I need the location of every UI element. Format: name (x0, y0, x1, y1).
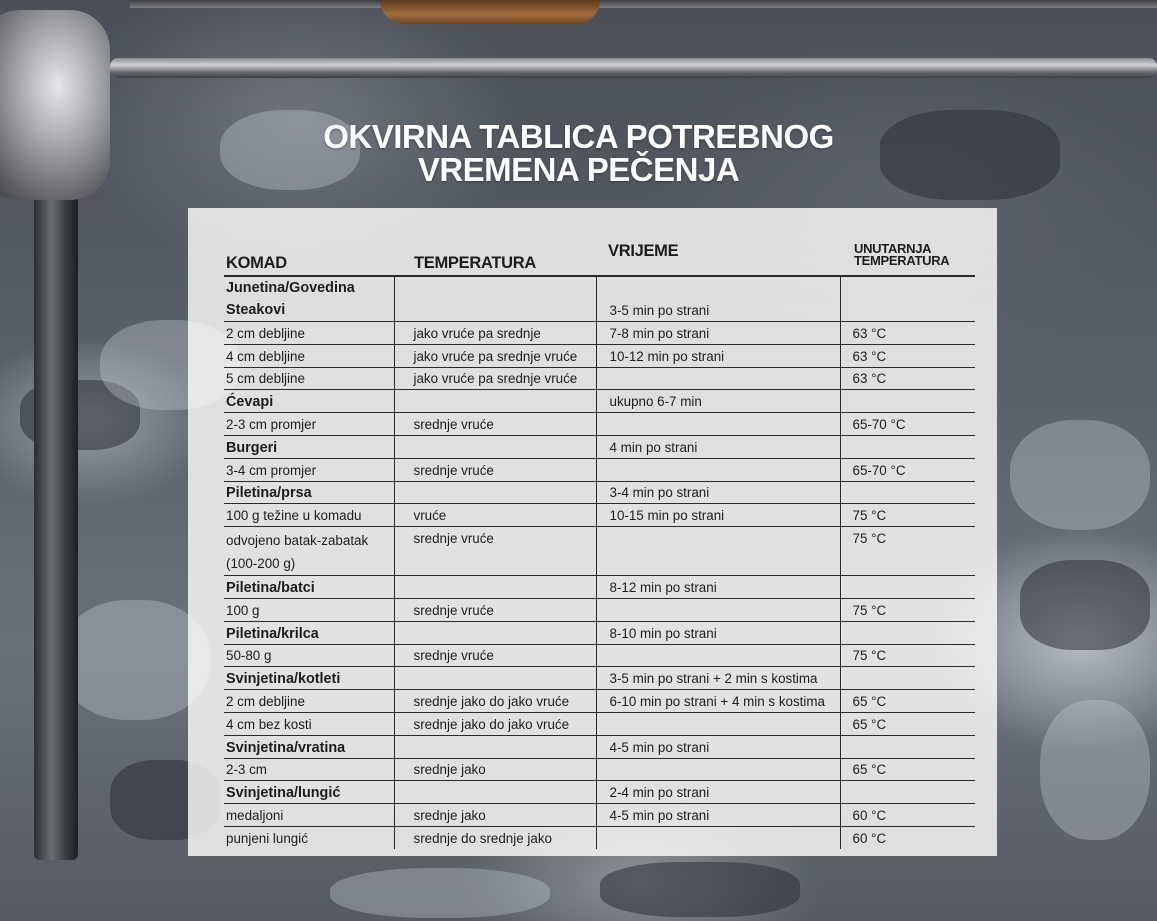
table-row (224, 458, 975, 481)
cell-line: Junetina/Govedina (226, 280, 355, 296)
table-row (224, 804, 975, 827)
cell-temperatura (394, 276, 596, 322)
cell-unutarnja (840, 276, 975, 322)
table-row (224, 527, 975, 576)
table-row (224, 481, 975, 504)
cell-vrijeme (596, 367, 840, 390)
cell-vrijeme (596, 826, 840, 848)
header-komad: KOMAD (224, 222, 394, 276)
cell-temperatura (394, 576, 596, 599)
cell-unutarnja (840, 735, 975, 758)
cell-vrijeme (596, 758, 840, 781)
cell-komad: Piletina/prsa (224, 481, 394, 504)
cell-vrijeme: 2-4 min po strani (596, 781, 840, 804)
cell-komad: 2-3 cm (224, 758, 394, 781)
cell-vrijeme: 8-10 min po strani (596, 621, 840, 644)
cell-unutarnja: 75 °C (840, 504, 975, 527)
table-row (224, 735, 975, 758)
ash-shape (1010, 420, 1150, 530)
cell-komad: Piletina/batci (224, 576, 394, 599)
cell-komad: 5 cm debljine (224, 367, 394, 390)
cell-unutarnja (840, 667, 975, 690)
cell-temperatura: srednje vruće (394, 598, 596, 621)
table-row (224, 504, 975, 527)
cell-komad: 2 cm debljine (224, 322, 394, 345)
table-row (224, 344, 975, 367)
cell-vrijeme: 3-4 min po strani (596, 481, 840, 504)
ash-shape (330, 868, 550, 918)
title-line: OKVIRNA TABLICA POTREBNOG (323, 118, 834, 155)
cell-unutarnja: 65 °C (840, 690, 975, 713)
cell-komad: Burgeri (224, 435, 394, 458)
cell-unutarnja: 65 °C (840, 758, 975, 781)
title-line: VREMENA PEČENJA (417, 151, 740, 188)
cell-temperatura: vruće (394, 504, 596, 527)
table-row (224, 276, 975, 322)
grill-bar (110, 58, 1157, 78)
cell-vrijeme: ukupno 6-7 min (596, 390, 840, 413)
cell-temperatura (394, 435, 596, 458)
cell-unutarnja: 75 °C (840, 598, 975, 621)
table-row (224, 644, 975, 667)
cell-temperatura: jako vruće pa srednje vruće (394, 344, 596, 367)
cell-vrijeme (596, 598, 840, 621)
cell-unutarnja: 60 °C (840, 826, 975, 848)
cell-komad: 4 cm bez kosti (224, 712, 394, 735)
cell-unutarnja: 75 °C (840, 527, 975, 576)
table-row (224, 621, 975, 644)
cell-temperatura: srednje do srednje jako (394, 826, 596, 848)
table-row (224, 413, 975, 436)
cell-komad: Piletina/krilca (224, 621, 394, 644)
table-row (224, 598, 975, 621)
cell-vrijeme (596, 458, 840, 481)
cell-vrijeme: 3-5 min po strani + 2 min s kostima (596, 667, 840, 690)
cell-komad: Svinjetina/lungić (224, 781, 394, 804)
coal-shape (600, 862, 800, 917)
cell-temperatura (394, 621, 596, 644)
ash-shape (1040, 700, 1150, 840)
header-unutarnja-temperatura (840, 222, 975, 276)
grill-bar (130, 0, 1157, 8)
table-row (224, 576, 975, 599)
cell-vrijeme (596, 413, 840, 436)
header-line: UNUTARNJA (854, 241, 932, 256)
cell-vrijeme: 8-12 min po strani (596, 576, 840, 599)
cell-unutarnja (840, 435, 975, 458)
cell-komad: 100 g težine u komadu (224, 504, 394, 527)
cell-temperatura (394, 735, 596, 758)
table-row (224, 690, 975, 713)
cell-temperatura: srednje jako (394, 804, 596, 827)
coal-shape (1020, 560, 1150, 650)
cell-komad: 2 cm debljine (224, 690, 394, 713)
grilled-meat (380, 0, 600, 24)
cell-unutarnja (840, 781, 975, 804)
cell-komad: Ćevapi (224, 390, 394, 413)
cell-temperatura: srednje vruće (394, 458, 596, 481)
table-row (224, 367, 975, 390)
cell-temperatura: srednje vruće (394, 644, 596, 667)
cell-komad: 3-4 cm promjer (224, 458, 394, 481)
table-row (224, 390, 975, 413)
cell-komad: medaljoni (224, 804, 394, 827)
table-row (224, 667, 975, 690)
cell-komad (224, 276, 394, 322)
cell-unutarnja: 63 °C (840, 322, 975, 345)
cell-temperatura (394, 390, 596, 413)
cell-temperatura (394, 667, 596, 690)
cell-vrijeme (596, 527, 840, 576)
table-row (224, 826, 975, 848)
cell-komad: Svinjetina/kotleti (224, 667, 394, 690)
cell-unutarnja: 65-70 °C (840, 458, 975, 481)
cell-komad: 4 cm debljine (224, 344, 394, 367)
cell-vrijeme: 10-15 min po strani (596, 504, 840, 527)
cell-unutarnja: 75 °C (840, 644, 975, 667)
cell-unutarnja (840, 390, 975, 413)
header-line: TEMPERATURA (854, 253, 950, 268)
table-row (224, 322, 975, 345)
cell-vrijeme: 10-12 min po strani (596, 344, 840, 367)
cell-temperatura: srednje jako do jako vruće (394, 712, 596, 735)
cell-unutarnja: 60 °C (840, 804, 975, 827)
grill-rod (34, 190, 78, 860)
cell-temperatura: srednje jako do jako vruće (394, 690, 596, 713)
cell-vrijeme: 4-5 min po strani (596, 804, 840, 827)
cell-unutarnja: 65 °C (840, 712, 975, 735)
cell-unutarnja (840, 481, 975, 504)
cell-komad: punjeni lungić (226, 830, 308, 846)
table-row (224, 781, 975, 804)
cell-temperatura: srednje jako (394, 758, 596, 781)
header-temperatura: TEMPERATURA (394, 222, 596, 276)
table-row (224, 435, 975, 458)
cell-unutarnja (840, 621, 975, 644)
cell-vrijeme: 6-10 min po strani + 4 min s kostima (596, 690, 840, 713)
cell-temperatura: srednje vruće (394, 413, 596, 436)
cell-temperatura: jako vruće pa srednje vruće (394, 367, 596, 390)
cell-vrijeme (596, 712, 840, 735)
cell-unutarnja (840, 576, 975, 599)
cell-temperatura (394, 781, 596, 804)
cell-vrijeme: 4 min po strani (596, 435, 840, 458)
table-row (224, 758, 975, 781)
table-header-row (224, 222, 975, 276)
cell-vrijeme (596, 644, 840, 667)
cell-komad: 50-80 g (224, 644, 394, 667)
cell-vrijeme: 4-5 min po strani (596, 735, 840, 758)
page-title (0, 120, 1157, 186)
cell-komad: 100 g (224, 598, 394, 621)
cell-unutarnja: 63 °C (840, 344, 975, 367)
cell-vrijeme: 3-5 min po strani (596, 276, 840, 322)
cell-temperatura: srednje vruće (394, 527, 596, 576)
grilling-time-table (224, 222, 975, 849)
cell-komad: odvojeno batak-zabatak (100-200 g) (224, 527, 394, 576)
cell-line: Steakovi (226, 302, 286, 318)
cell-komad: 2-3 cm promjer (224, 413, 394, 436)
cell-unutarnja: 63 °C (840, 367, 975, 390)
header-vrijeme: VRIJEME (596, 222, 840, 276)
cell-temperatura: jako vruće pa srednje (394, 322, 596, 345)
cell-vrijeme: 7-8 min po strani (596, 322, 840, 345)
cell-temperatura (394, 481, 596, 504)
cell-komad: Svinjetina/vratina (224, 735, 394, 758)
table-row (224, 712, 975, 735)
cell-unutarnja: 65-70 °C (840, 413, 975, 436)
